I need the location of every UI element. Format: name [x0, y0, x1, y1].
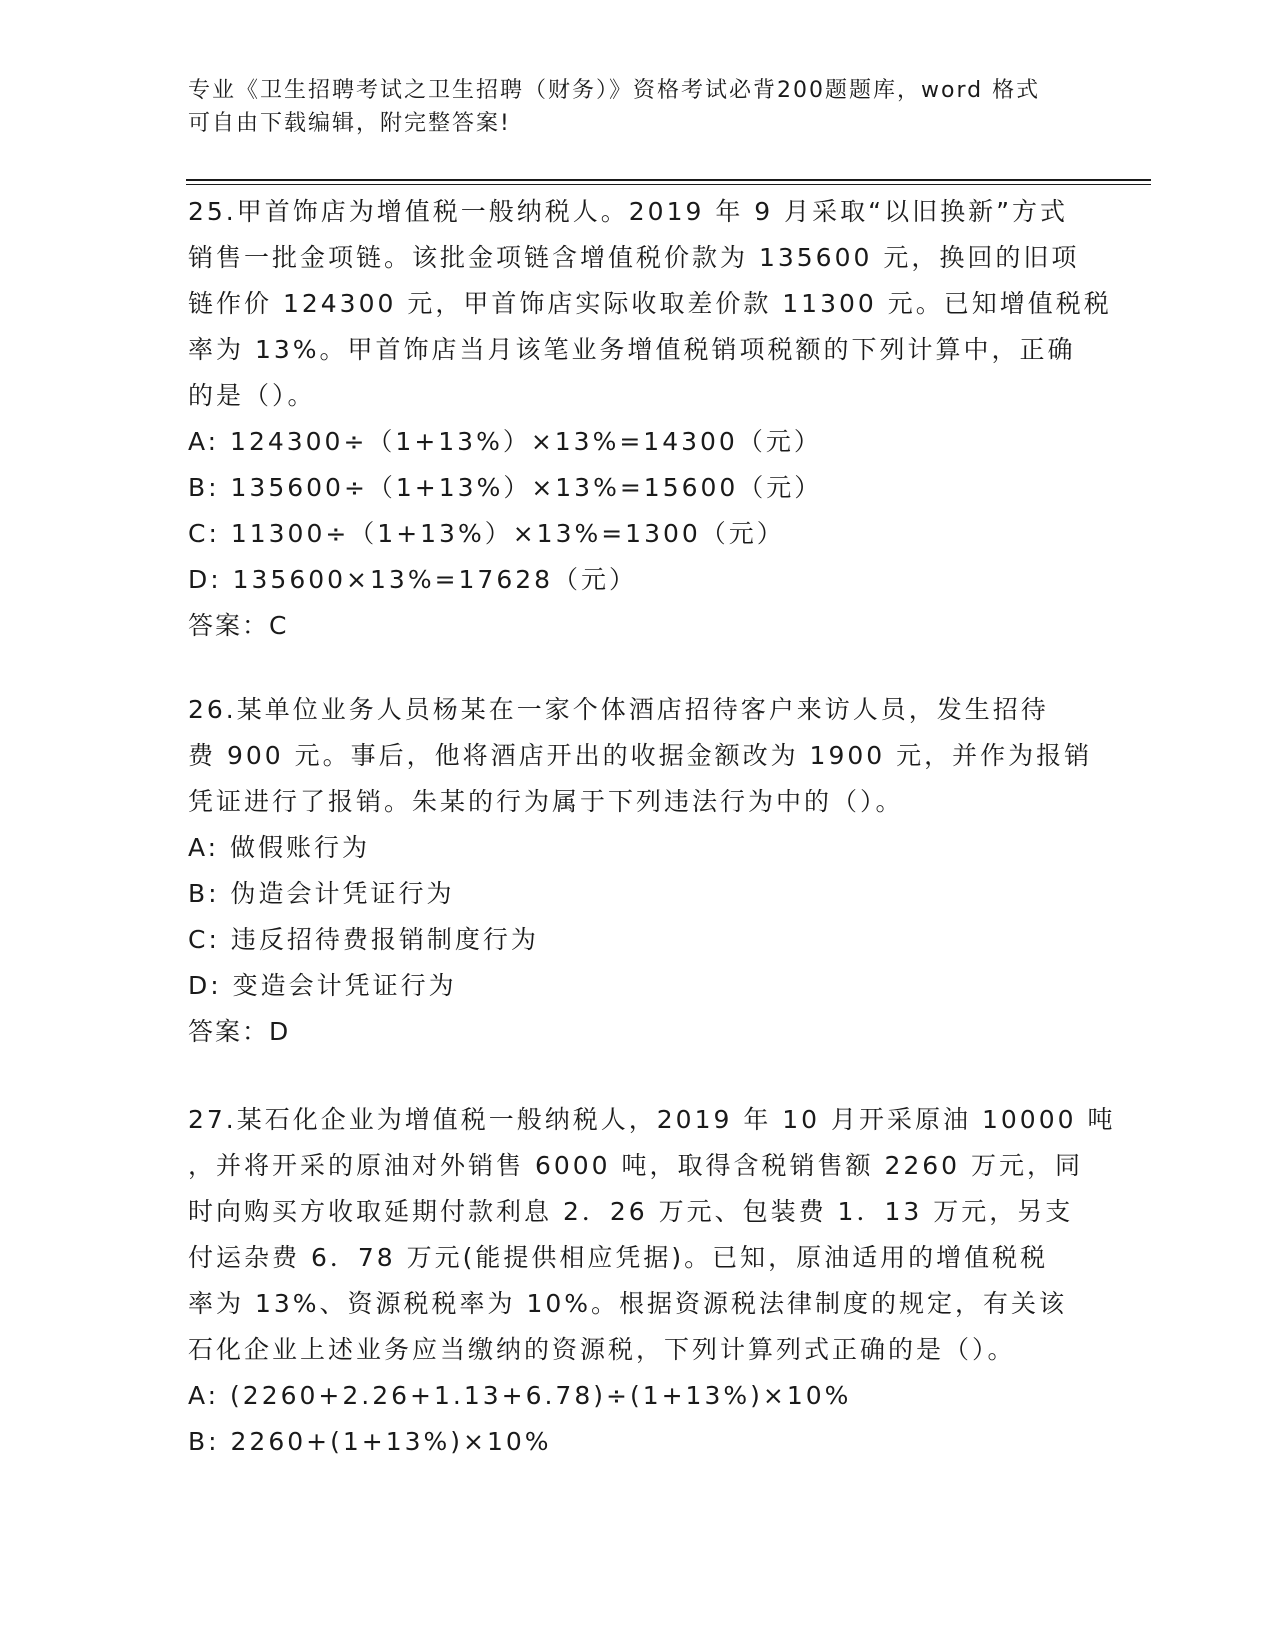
question-stem-line: ，并将开采的原油对外销售 6000 吨，取得含税销售额 2260 万元，同: [188, 1151, 1084, 1180]
option-c: C: 11300÷（1+13%）×13%=1300（元）: [188, 519, 785, 548]
question-27: [188, 1097, 1116, 1465]
option-c: C: 违反招待费报销制度行为: [188, 925, 539, 954]
question-26: [188, 687, 1093, 1055]
question-stem-line: 凭证进行了报销。朱某的行为属于下列违法行为中的（）。: [188, 787, 904, 816]
question-stem-line: 率为 13%。甲首饰店当月该笔业务增值税销项税额的下列计算中，正确: [188, 335, 1076, 364]
option-d: D: 135600×13%=17628（元）: [188, 565, 638, 594]
option-a: A: 做假账行为: [188, 833, 371, 862]
header-divider-thick: [186, 179, 1151, 181]
question-stem-line: 的是（）。: [188, 381, 316, 410]
question-stem-line: 27.某石化企业为增值税一般纳税人，2019 年 10 月开采原油 10000 吨: [188, 1105, 1116, 1134]
question-stem-line: 26.某单位业务人员杨某在一家个体酒店招待客户来访人员，发生招待: [188, 695, 1049, 724]
header-divider-thin: [186, 184, 1151, 185]
question-stem-line: 石化企业上述业务应当缴纳的资源税，下列计算列式正确的是（）。: [188, 1335, 1016, 1364]
header-line-1: 专业《卫生招聘考试之卫生招聘（财务）》资格考试必背200题题库，word 格式: [188, 78, 1041, 103]
option-b: B: 伪造会计凭证行为: [188, 879, 455, 908]
question-stem-line: 销售一批金项链。该批金项链含增值税价款为 135600 元，换回的旧项: [188, 243, 1080, 272]
document-header: [188, 74, 1088, 140]
header-line-2: 可自由下载编辑，附完整答案!: [188, 111, 511, 136]
question-stem-line: 费 900 元。事后，他将酒店开出的收据金额改为 1900 元，并作为报销: [188, 741, 1093, 770]
answer-line: 答案：C: [188, 611, 289, 640]
question-25: [188, 189, 1112, 649]
question-stem-line: 25.甲首饰店为增值税一般纳税人。2019 年 9 月采取“以旧换新”方式: [188, 197, 1069, 226]
question-stem-line: 时向购买方收取延期付款利息 2．26 万元、包装费 1．13 万元，另支: [188, 1197, 1074, 1226]
option-d: D: 变造会计凭证行为: [188, 971, 457, 1000]
option-a: A: (2260+2.26+1.13+6.78)÷(1+13%)×10%: [188, 1381, 852, 1410]
answer-line: 答案：D: [188, 1017, 291, 1046]
question-stem-line: 率为 13%、资源税税率为 10%。根据资源税法律制度的规定，有关该: [188, 1289, 1068, 1318]
question-stem-line: 付运杂费 6．78 万元(能提供相应凭据)。已知，原油适用的增值税税: [188, 1243, 1049, 1272]
option-b: B: 135600÷（1+13%）×13%=15600（元）: [188, 473, 823, 502]
question-stem-line: 链作价 124300 元，甲首饰店实际收取差价款 11300 元。已知增值税税: [188, 289, 1112, 318]
option-b: B: 2260+(1+13%)×10%: [188, 1427, 552, 1456]
option-a: A: 124300÷（1+13%）×13%=14300（元）: [188, 427, 822, 456]
